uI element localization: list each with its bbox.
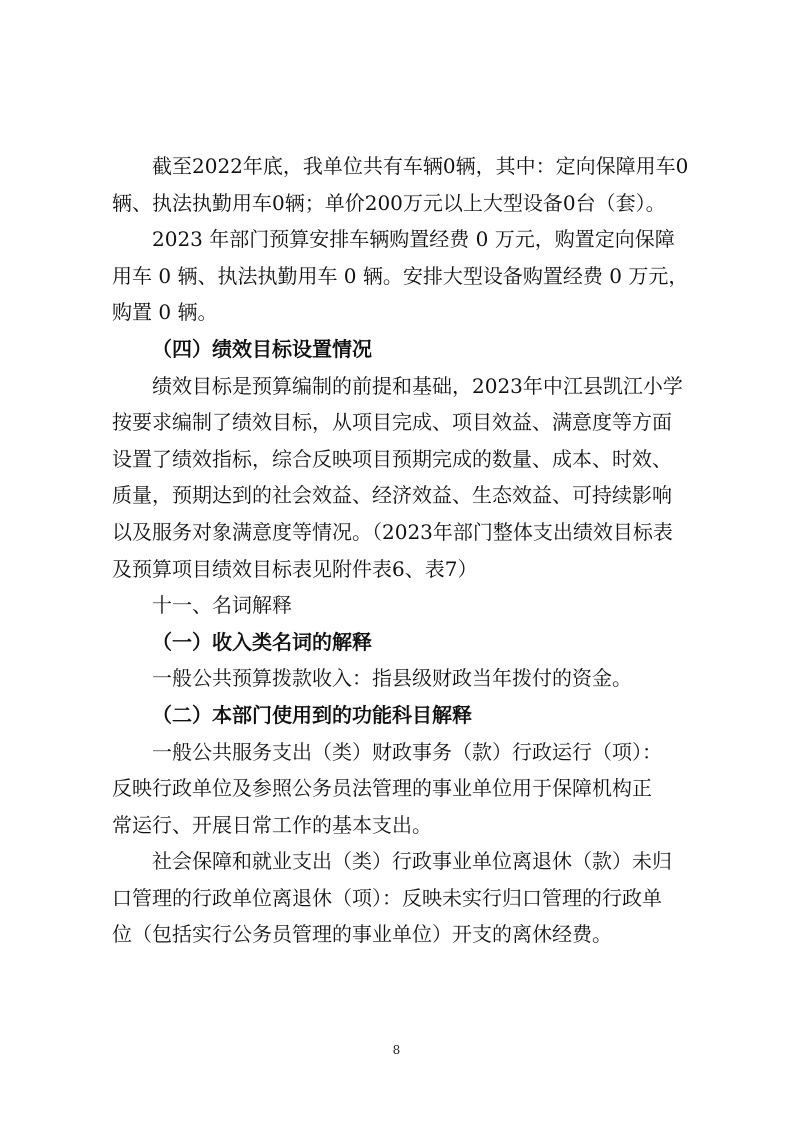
text-line: 截至2022年底，我单位共有车辆0辆，其中：定向保障用车0	[152, 154, 689, 178]
heading-performance-goals: （四）绩效目标设置情况	[152, 336, 372, 361]
heading-function-subjects: （二）本部门使用到的功能科目解释	[152, 702, 472, 727]
paragraph-income-terms	[112, 660, 697, 697]
paragraph-general-services	[112, 734, 697, 844]
text-line: 以及服务对象满意度等情况。（2023年部门整体支出绩效目标表	[112, 519, 673, 544]
section-title-glossary: 十一、名词解释	[152, 593, 292, 618]
paragraph-performance-goals	[112, 368, 697, 588]
text-line: 反映行政单位及参照公务员法管理的事业单位用于保障机构正	[112, 776, 652, 801]
text-line: 一般公共预算拨款收入：指县级财政当年拨付的资金。	[152, 666, 632, 691]
text-line: 用车 0 辆、执法执勤用车 0 辆。安排大型设备购置经费 0 万元，	[112, 263, 689, 288]
text-line: 按要求编制了绩效目标，从项目完成、项目效益、满意度等方面	[112, 410, 672, 435]
text-line: 常运行、开展日常工作的基本支出。	[112, 812, 432, 837]
text-line: 2023 年部门预算安排车辆购置经费 0 万元，购置定向保障	[152, 227, 675, 252]
text-line: 质量，预期达到的社会效益、经济效益、生态效益、可持续影响	[112, 483, 672, 508]
text-line: 一般公共服务支出（类）财政事务（款）行政运行（项）：	[152, 739, 662, 764]
text-line: 绩效目标是预算编制的前提和基础，2023年中江县凯江小学	[152, 373, 683, 398]
text-line: 口管理的行政单位离退休（项）：反映未实行归口管理的行政单	[112, 885, 662, 910]
heading-income-terms: （一）收入类名词的解释	[152, 629, 372, 654]
paragraph-vehicle-budget	[112, 221, 697, 331]
text-line: 社会保障和就业支出（类）行政事业单位离退休（款）未归	[152, 849, 672, 874]
page-number: 8	[392, 1043, 401, 1057]
text-line: 辆、执法执勤用车0辆；单价200万元以上大型设备0台（套）。	[112, 190, 666, 215]
paragraph-vehicles	[112, 148, 697, 221]
document-body	[112, 148, 697, 953]
text-line: 及预算项目绩效目标表见附件表6、表7）	[112, 556, 478, 581]
paragraph-social-security	[112, 843, 697, 953]
text-line: 设置了绩效指标，综合反映项目预期完成的数量、成本、时效、	[112, 446, 672, 471]
text-line: 位（包括实行公务员管理的事业单位）开支的离休经费。	[112, 922, 612, 947]
text-line: 购置 0 辆。	[112, 300, 218, 325]
